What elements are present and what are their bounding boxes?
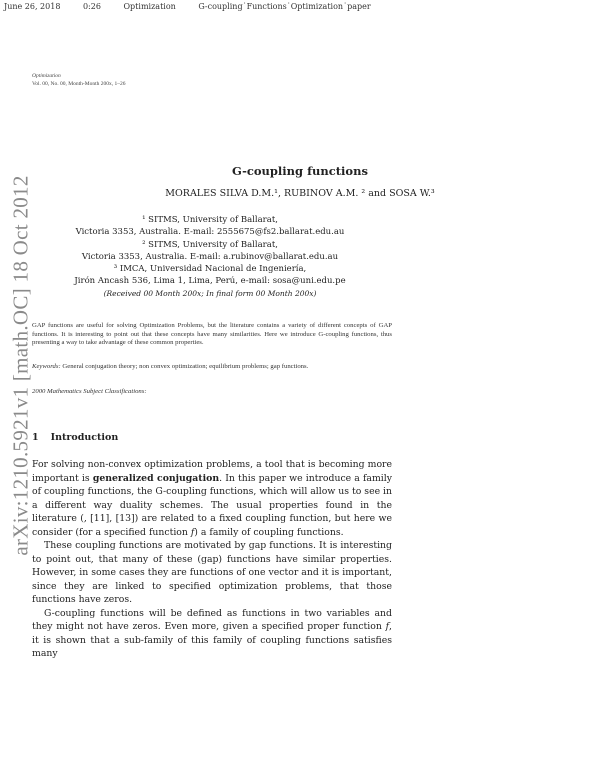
math-symbol: f xyxy=(385,621,390,632)
math-symbol: f xyxy=(190,526,195,538)
section-number: 1 xyxy=(32,432,39,443)
abstract: GAP functions are useful for solving Optimization Problems, but the literature contains a variety of different concepts of GAP functions. It is interesting to point out that these concepts have many similarities. Here we introduce G-coupling functions, thus presenting a way to take advantage of these common properties. xyxy=(32,322,392,347)
paragraph: These coupling functions are motivated by gap functions. It is interesting to point out, that many of these (gap) functions have similar properties. However, in some cases they are functions of one vector and it is important, since they are linked to specified optimization problems, that those functions have zeros. xyxy=(32,540,392,605)
journal-info xyxy=(32,72,126,88)
header-date: June 26, 2018 xyxy=(4,2,61,11)
text-run: . In this paper we introduce a family of coupling functions, the G-coupling functions, which will allow us to see in a different way duality schemes. The usual properties found in the literature (, [11], [13]) are related to a fixed coupling function, but here we consider (for a specified function xyxy=(32,472,392,538)
text-run: ) a family of coupling functions. xyxy=(194,526,344,538)
bold-term: generalized conjugation xyxy=(92,472,220,484)
paper-title: G-coupling functions xyxy=(232,164,368,178)
received-dates: (Received 00 Month 200x; In final form 00 Month 200x) xyxy=(103,288,317,298)
author-list: MORALES SILVA D.M.¹, RUBINOV A.M. ² and SOSA W.³ xyxy=(165,188,435,199)
body-text xyxy=(32,458,392,661)
affiliation-line: Victoria 3353, Australia. E-mail: a.rubinov@ballarat.edu.au xyxy=(81,251,339,262)
affiliation-line: Jirón Ancash 536, Lima 1, Lima, Perú, e-mail: sosa@uni.edu.pe xyxy=(74,276,346,287)
journal-volume: Vol. 00, No. 00, Month-Month 200x, 1–26 xyxy=(32,81,126,87)
affiliation-line: ² SITMS, University of Ballarat, xyxy=(142,239,278,250)
affiliation-line: ¹ SITMS, University of Ballarat, xyxy=(142,215,278,225)
affiliation-line: ³ IMCA, Universidad Nacional de Ingeniería, xyxy=(113,264,307,275)
journal-name: Optimization xyxy=(32,73,61,79)
paragraph xyxy=(32,607,392,661)
arxiv-identifier: arXiv:1210.5921v1 [math.OC] 18 Oct 2012 xyxy=(8,174,33,556)
keywords-label: Keywords: xyxy=(32,363,61,370)
affiliation-line: Victoria 3353, Australia. E-mail: 2555675@fs2.ballarat.edu.au xyxy=(75,227,345,238)
keywords-text: General conjugation theory; non convex optimization; equilibrium problems; gap functions. xyxy=(60,363,309,370)
section-title: Introduction xyxy=(50,432,119,443)
affiliations xyxy=(60,214,360,300)
header-filename: G-coupling˙Functions˙Optimization˙paper xyxy=(198,2,371,11)
header-journal: Optimization xyxy=(123,2,176,11)
text-run: G-coupling functions will be defined as functions in two variables and they might not have zeros. Even more, given a specified proper function xyxy=(32,607,392,632)
paragraph xyxy=(32,458,392,539)
text-run: , it is shown that a sub-family of this family of coupling functions satisfies many xyxy=(32,621,392,659)
text-run: For solving non-convex optimization problems, a tool that is becoming more important is xyxy=(32,459,392,484)
msc-classification: 2000 Mathematics Subject Classifications: xyxy=(32,388,147,395)
keywords xyxy=(32,363,392,372)
section-heading xyxy=(32,432,118,443)
header-time: 0:26 xyxy=(82,2,101,11)
running-header xyxy=(4,2,391,11)
